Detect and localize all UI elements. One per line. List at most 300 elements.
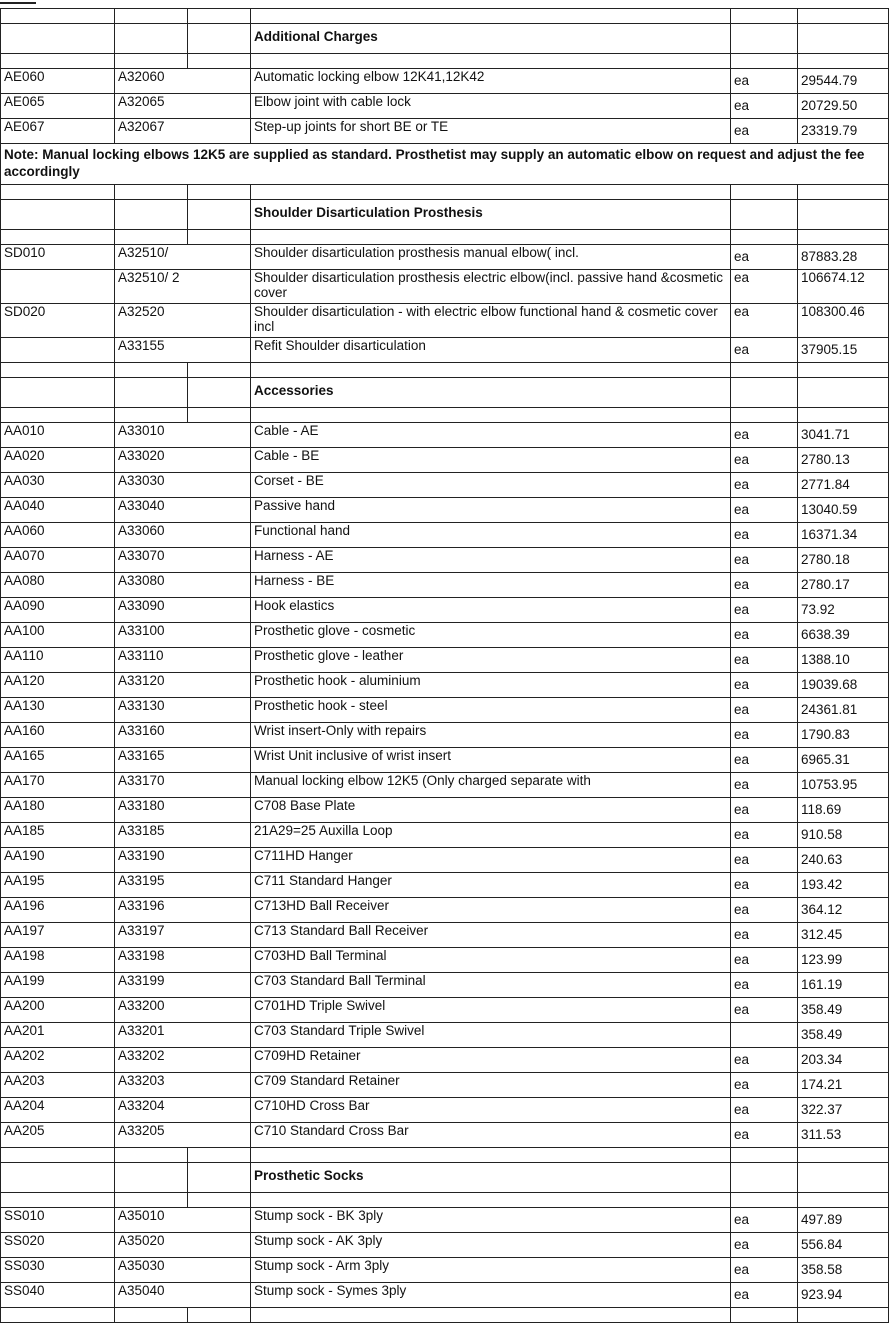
item-price: 1790.83 [798,723,889,748]
table-row [1,304,889,338]
item-description: Cable - BE [251,448,731,473]
table-row [1,873,889,898]
item-code [1,270,115,304]
item-price: 240.63 [798,848,889,873]
item-price: 6638.39 [798,623,889,648]
empty-cell [188,1148,251,1163]
item-code: AA202 [1,1048,115,1073]
table-row [1,598,889,623]
item-code: AA204 [1,1098,115,1123]
item-ref: A33040 [115,498,251,523]
item-unit: ea [731,245,798,270]
note-text: Note: Manual locking elbows 12K5 are supplied as standard. Prosthetist may supply an automatic elbow on request and adjust the fee accordingly [1,144,889,185]
item-ref: A32065 [115,94,251,119]
item-ref: A33201 [115,1023,251,1048]
item-unit: ea [731,1258,798,1283]
table-row [1,973,889,998]
item-description: Corset - BE [251,473,731,498]
item-price: 20729.50 [798,94,889,119]
item-price: 2780.18 [798,548,889,573]
item-description: Stump sock - BK 3ply [251,1208,731,1233]
empty-cell [115,408,188,423]
item-ref: A33200 [115,998,251,1023]
item-code: AA197 [1,923,115,948]
item-ref: A33202 [115,1048,251,1073]
empty-cell [188,185,251,200]
item-description: Manual locking elbow 12K5 (Only charged separate with [251,773,731,798]
item-price: 364.12 [798,898,889,923]
section-header-row [1,1163,889,1193]
item-ref: A33204 [115,1098,251,1123]
item-code: AA203 [1,1073,115,1098]
table-row [1,1233,889,1258]
item-code: AA120 [1,673,115,698]
item-description: C710HD Cross Bar [251,1098,731,1123]
item-price: 910.58 [798,823,889,848]
item-description: Prosthetic glove - cosmetic [251,623,731,648]
item-ref: A33160 [115,723,251,748]
item-code: AA090 [1,598,115,623]
empty-cell [731,378,798,408]
item-price: 312.45 [798,923,889,948]
item-description: C713 Standard Ball Receiver [251,923,731,948]
table-row [1,1123,889,1148]
empty-cell [188,24,251,54]
item-description: Cable - AE [251,423,731,448]
item-unit: ea [731,473,798,498]
item-price: 106674.12 [798,270,889,304]
item-ref: A33170 [115,773,251,798]
item-price: 24361.81 [798,698,889,723]
item-price: 358.49 [798,1023,889,1048]
item-unit [731,1023,798,1048]
section-title: Shoulder Disarticulation Prosthesis [251,200,731,230]
empty-cell [798,1193,889,1208]
table-row [1,623,889,648]
table-row [1,498,889,523]
table-row [1,1208,889,1233]
item-code: AA020 [1,448,115,473]
item-price: 174.21 [798,1073,889,1098]
empty-cell [798,1163,889,1193]
empty-cell [115,9,188,24]
item-price: 2771.84 [798,473,889,498]
spacer-row [1,185,889,200]
item-description: Wrist insert-Only with repairs [251,723,731,748]
item-code: SS010 [1,1208,115,1233]
empty-cell [731,1163,798,1193]
empty-cell [115,378,188,408]
table-row [1,245,889,270]
item-price: 358.58 [798,1258,889,1283]
item-price: 497.89 [798,1208,889,1233]
item-ref: A33180 [115,798,251,823]
item-code: AA165 [1,748,115,773]
item-code: AA170 [1,773,115,798]
item-unit: ea [731,748,798,773]
item-unit: ea [731,498,798,523]
item-price: 1388.10 [798,648,889,673]
item-unit: ea [731,448,798,473]
note-row [1,144,889,185]
item-description: Prosthetic hook - steel [251,698,731,723]
empty-cell [798,1148,889,1163]
item-unit: ea [731,598,798,623]
item-unit: ea [731,119,798,144]
empty-cell [1,1163,115,1193]
empty-cell [731,363,798,378]
empty-cell [115,185,188,200]
empty-cell [798,408,889,423]
item-description: Prosthetic glove - leather [251,648,731,673]
spacer-row [1,1308,889,1323]
item-unit: ea [731,338,798,363]
empty-cell [731,185,798,200]
item-price: 193.42 [798,873,889,898]
empty-cell [115,363,188,378]
item-description: Hook elastics [251,598,731,623]
item-code: AA195 [1,873,115,898]
empty-cell [251,1148,731,1163]
empty-cell [731,1148,798,1163]
empty-cell [1,363,115,378]
section-header-row [1,378,889,408]
item-ref: A33070 [115,548,251,573]
empty-cell [731,200,798,230]
empty-cell [188,1163,251,1193]
item-unit: ea [731,923,798,948]
item-price: 118.69 [798,798,889,823]
empty-cell [188,54,251,69]
item-unit: ea [731,1233,798,1258]
empty-cell [115,54,188,69]
empty-cell [1,1193,115,1208]
section-header-row [1,200,889,230]
item-price: 311.53 [798,1123,889,1148]
empty-cell [731,408,798,423]
item-ref: A33165 [115,748,251,773]
section-title: Accessories [251,378,731,408]
item-description: C713HD Ball Receiver [251,898,731,923]
table-row [1,898,889,923]
table-row [1,473,889,498]
item-code: AA030 [1,473,115,498]
item-code: AA198 [1,948,115,973]
item-price: 2780.13 [798,448,889,473]
empty-cell [1,378,115,408]
item-description: Automatic locking elbow 12K41,12K42 [251,69,731,94]
item-ref: A33199 [115,973,251,998]
item-price: 23319.79 [798,119,889,144]
item-code: AE060 [1,69,115,94]
item-price: 3041.71 [798,423,889,448]
spacer-row [1,230,889,245]
spacer-row [1,363,889,378]
item-unit: ea [731,973,798,998]
item-description: Shoulder disarticulation prosthesis electric elbow(incl. passive hand &cosmetic cover [251,270,731,304]
item-description: C711 Standard Hanger [251,873,731,898]
table-row [1,723,889,748]
empty-cell [188,363,251,378]
empty-cell [115,1193,188,1208]
empty-cell [731,230,798,245]
item-ref: A35030 [115,1258,251,1283]
empty-cell [188,200,251,230]
table-row [1,423,889,448]
item-code [1,338,115,363]
item-description: C709HD Retainer [251,1048,731,1073]
empty-cell [798,24,889,54]
empty-cell [188,378,251,408]
item-price: 6965.31 [798,748,889,773]
item-description: Shoulder disarticulation - with electric elbow functional hand & cosmetic cover incl [251,304,731,338]
item-ref: A33205 [115,1123,251,1148]
item-description: Wrist Unit inclusive of wrist insert [251,748,731,773]
item-ref: A33196 [115,898,251,923]
item-description: Harness - AE [251,548,731,573]
table-row [1,848,889,873]
item-unit: ea [731,548,798,573]
item-price: 13040.59 [798,498,889,523]
item-unit: ea [731,1208,798,1233]
item-code: SS030 [1,1258,115,1283]
item-price: 16371.34 [798,523,889,548]
item-code: AA130 [1,698,115,723]
empty-cell [731,1193,798,1208]
item-price: 29544.79 [798,69,889,94]
empty-cell [251,363,731,378]
item-code: AA200 [1,998,115,1023]
empty-cell [798,363,889,378]
table-row [1,823,889,848]
item-ref: A33090 [115,598,251,623]
item-unit: ea [731,698,798,723]
item-unit: ea [731,623,798,648]
table-row [1,1048,889,1073]
item-unit: ea [731,873,798,898]
item-unit: ea [731,1098,798,1123]
table-row [1,270,889,304]
empty-cell [251,1193,731,1208]
item-code: AE065 [1,94,115,119]
item-ref: A35040 [115,1283,251,1308]
section-header-row [1,24,889,54]
empty-cell [115,24,188,54]
empty-cell [115,1163,188,1193]
item-code: SD010 [1,245,115,270]
item-price: 19039.68 [798,673,889,698]
item-description: C703 Standard Ball Terminal [251,973,731,998]
item-unit: ea [731,898,798,923]
item-ref: A32510/ 2 [115,270,251,304]
top-rule [0,2,36,4]
item-ref: A33120 [115,673,251,698]
item-code: AA205 [1,1123,115,1148]
item-ref: A33155 [115,338,251,363]
item-code: AA160 [1,723,115,748]
item-description: Shoulder disarticulation prosthesis manual elbow( incl. [251,245,731,270]
table-row [1,1023,889,1048]
empty-cell [115,230,188,245]
item-price: 37905.15 [798,338,889,363]
item-ref: A33020 [115,448,251,473]
item-code: SD020 [1,304,115,338]
item-unit: ea [731,423,798,448]
item-unit: ea [731,1073,798,1098]
item-unit: ea [731,1283,798,1308]
item-code: AA201 [1,1023,115,1048]
item-unit: ea [731,1048,798,1073]
item-code: AA190 [1,848,115,873]
item-description: C710 Standard Cross Bar [251,1123,731,1148]
empty-cell [731,9,798,24]
item-price: 923.94 [798,1283,889,1308]
empty-cell [188,9,251,24]
item-unit: ea [731,998,798,1023]
table-row [1,673,889,698]
item-code: AA060 [1,523,115,548]
section-title: Prosthetic Socks [251,1163,731,1193]
table-row [1,923,889,948]
item-ref: A33185 [115,823,251,848]
item-ref: A33198 [115,948,251,973]
table-row [1,998,889,1023]
table-row [1,1098,889,1123]
item-price: 322.37 [798,1098,889,1123]
empty-cell [798,378,889,408]
empty-cell [731,1308,798,1323]
item-unit: ea [731,573,798,598]
price-list-table [0,8,889,1323]
item-code: AA070 [1,548,115,573]
table-row [1,1283,889,1308]
item-price: 10753.95 [798,773,889,798]
item-ref: A33110 [115,648,251,673]
item-code: AA199 [1,973,115,998]
item-unit: ea [731,523,798,548]
table-row [1,698,889,723]
empty-cell [188,230,251,245]
table-row [1,548,889,573]
item-description: C703 Standard Triple Swivel [251,1023,731,1048]
empty-cell [251,54,731,69]
empty-cell [1,1308,115,1323]
empty-cell [1,9,115,24]
empty-cell [1,185,115,200]
item-ref: A33030 [115,473,251,498]
empty-cell [251,185,731,200]
item-description: Stump sock - AK 3ply [251,1233,731,1258]
item-ref: A33080 [115,573,251,598]
empty-cell [1,54,115,69]
item-unit: ea [731,94,798,119]
empty-cell [1,200,115,230]
empty-cell [1,408,115,423]
empty-cell [115,1308,188,1323]
empty-cell [115,1148,188,1163]
empty-cell [798,9,889,24]
empty-cell [798,185,889,200]
item-description: 21A29=25 Auxilla Loop [251,823,731,848]
item-description: C701HD Triple Swivel [251,998,731,1023]
empty-cell [798,200,889,230]
empty-cell [1,24,115,54]
table-row [1,119,889,144]
empty-cell [188,408,251,423]
empty-cell [798,1308,889,1323]
spacer-row [1,408,889,423]
item-unit: ea [731,773,798,798]
empty-cell [188,1193,251,1208]
item-price: 556.84 [798,1233,889,1258]
item-description: Step-up joints for short BE or TE [251,119,731,144]
table-row [1,94,889,119]
item-description: Functional hand [251,523,731,548]
table-row [1,1073,889,1098]
item-code: AA196 [1,898,115,923]
item-unit: ea [731,1123,798,1148]
item-price: 73.92 [798,598,889,623]
empty-cell [1,230,115,245]
item-price: 358.49 [798,998,889,1023]
empty-cell [251,230,731,245]
price-list-body [1,9,889,1323]
table-row [1,338,889,363]
item-ref: A33100 [115,623,251,648]
item-description: Prosthetic hook - aluminium [251,673,731,698]
empty-cell [251,1308,731,1323]
item-code: AA180 [1,798,115,823]
empty-cell [251,408,731,423]
item-price: 87883.28 [798,245,889,270]
item-unit: ea [731,270,798,304]
table-row [1,523,889,548]
item-unit: ea [731,304,798,338]
item-unit: ea [731,823,798,848]
item-price: 108300.46 [798,304,889,338]
empty-cell [1,1148,115,1163]
empty-cell [251,9,731,24]
item-unit: ea [731,673,798,698]
item-ref: A32060 [115,69,251,94]
item-ref: A35010 [115,1208,251,1233]
table-row [1,773,889,798]
empty-cell [188,1308,251,1323]
empty-cell [115,200,188,230]
item-price: 203.34 [798,1048,889,1073]
item-code: SS040 [1,1283,115,1308]
spacer-row [1,1148,889,1163]
item-ref: A33195 [115,873,251,898]
item-price: 123.99 [798,948,889,973]
section-title: Additional Charges [251,24,731,54]
item-ref: A32510/ [115,245,251,270]
item-unit: ea [731,648,798,673]
table-row [1,448,889,473]
table-row [1,748,889,773]
item-code: AA040 [1,498,115,523]
table-row [1,948,889,973]
item-code: AA010 [1,423,115,448]
item-ref: A33197 [115,923,251,948]
item-unit: ea [731,848,798,873]
item-unit: ea [731,948,798,973]
item-price: 2780.17 [798,573,889,598]
table-row [1,1258,889,1283]
item-ref: A33190 [115,848,251,873]
item-ref: A33010 [115,423,251,448]
item-description: C709 Standard Retainer [251,1073,731,1098]
